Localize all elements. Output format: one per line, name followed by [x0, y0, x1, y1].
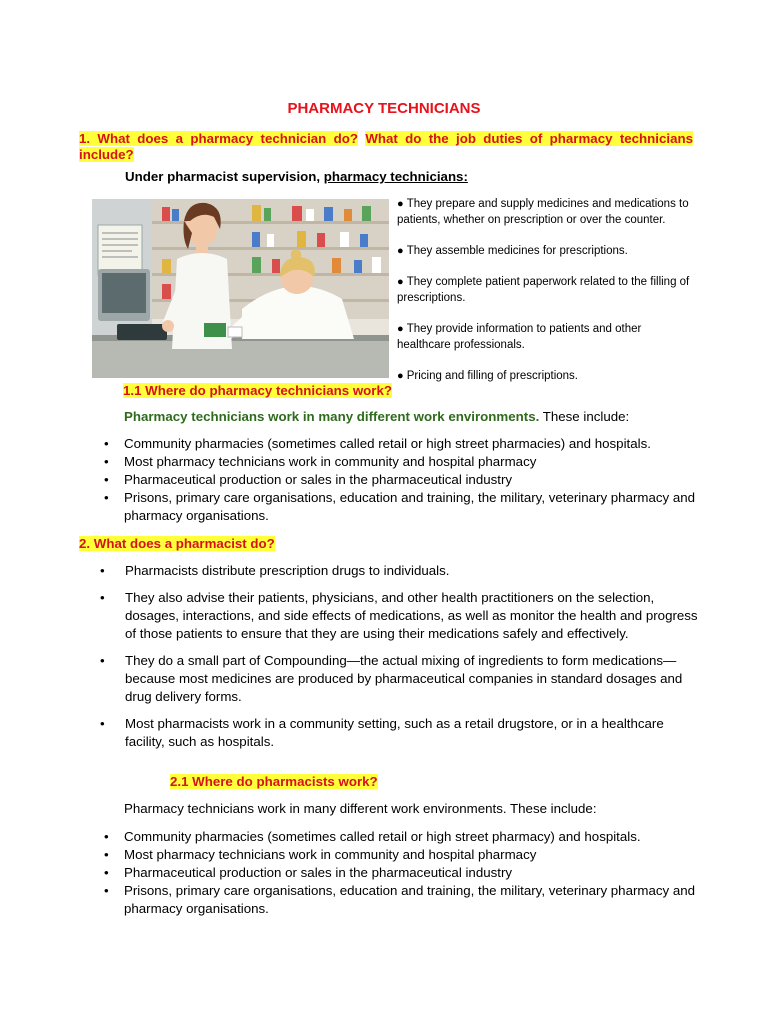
- pharmacist-workplaces-list: [104, 828, 704, 918]
- heading-2-1-text: 2.1 Where do pharmacists work?: [170, 774, 378, 789]
- list-item: • Pharmaceutical production or sales in the pharmaceutical industry: [104, 864, 704, 882]
- list-item: • Prisons, primary care organisations, education and training, the military, veterinary pharmacy and pharmacy organisations.: [104, 882, 704, 918]
- page-title: PHARMACY TECHNICIANS: [287, 100, 481, 117]
- bullet-icon: ●: [397, 245, 407, 257]
- technician-duties-list: [397, 196, 697, 399]
- pharmacist-duties-list: [100, 562, 700, 760]
- duty-item: [397, 243, 697, 259]
- section-1-question: [79, 131, 693, 163]
- duty-item: [397, 196, 697, 228]
- list-item: • They also advise their patients, physicians, and other health practitioners on the selection, dosages, interactions, and side effects of medications, as well as monitor the health and progress of those patients to ensure that they are using their medications safely and effectively.: [100, 589, 700, 643]
- list-item: • Community pharmacies (sometimes called retail or high street pharmacy) and hospitals.: [104, 828, 704, 846]
- bullet-icon: ●: [397, 370, 407, 382]
- heading-1-1-text: 1.1 Where do pharmacy technicians work?: [123, 383, 392, 398]
- heading-2: [79, 536, 275, 551]
- list-item: • Prisons, primary care organisations, education and training, the military, veterinary pharmacy and pharmacy organisations.: [104, 489, 704, 525]
- bullet-icon: ●: [397, 276, 407, 288]
- question-what-does-technician-do: 1. What does a pharmacy technician do?: [79, 131, 358, 146]
- work-environments-intro: [124, 409, 629, 424]
- pharmacy-photo: [92, 199, 389, 378]
- supervision-intro-text: Under pharmacist supervision,: [125, 169, 324, 184]
- heading-1-1: [123, 383, 392, 398]
- list-item: • Community pharmacies (sometimes called retail or high street pharmacies) and hospitals.: [104, 435, 704, 453]
- list-item: • They do a small part of Compounding—the actual mixing of ingredients to form medications—because most medicines are produced by pharmaceutical companies in standard dosages and drug delivery forms.: [100, 652, 700, 706]
- pharmacy-photo-illustration: [92, 199, 389, 378]
- list-item: • Pharmaceutical production or sales in the pharmaceutical industry: [104, 471, 704, 489]
- supervision-intro: [125, 169, 468, 184]
- duty-text: They assemble medicines for prescriptions.: [406, 245, 628, 257]
- duty-text: They provide information to patients and other healthcare professionals.: [397, 323, 642, 351]
- technician-workplaces-list: [104, 435, 704, 525]
- heading-2-text: 2. What does a pharmacist do?: [79, 536, 275, 551]
- work-environments-rest: These include:: [539, 409, 630, 424]
- bullet-icon: ●: [397, 323, 407, 335]
- duty-item: [397, 368, 697, 384]
- duty-text: They prepare and supply medicines and medications to patients, whether on prescription or over the counter.: [397, 198, 689, 226]
- duty-item: [397, 274, 697, 306]
- duty-text: They complete patient paperwork related to the filling of prescriptions.: [397, 276, 690, 304]
- pharmacist-environments-intro: Pharmacy technicians work in many different work environments. These include:: [124, 801, 597, 816]
- duty-item: [397, 321, 697, 353]
- question-job-duties: What do the job duties of pharmacy technicians include?: [79, 131, 693, 162]
- bullet-icon: ●: [397, 198, 407, 210]
- work-environments-green: Pharmacy technicians work in many different work environments.: [124, 409, 540, 424]
- duty-text: Pricing and filling of prescriptions.: [406, 370, 579, 382]
- list-item: • Most pharmacy technicians work in community and hospital pharmacy: [104, 846, 704, 864]
- heading-2-1: [170, 774, 378, 789]
- list-item: • Most pharmacists work in a community setting, such as a retail drugstore, or in a healthcare facility, such as hospitals.: [100, 715, 700, 751]
- list-item: • Pharmacists distribute prescription drugs to individuals.: [100, 562, 700, 580]
- list-item: • Most pharmacy technicians work in community and hospital pharmacy: [104, 453, 704, 471]
- pharmacy-technicians-underlined: pharmacy technicians:: [323, 169, 468, 184]
